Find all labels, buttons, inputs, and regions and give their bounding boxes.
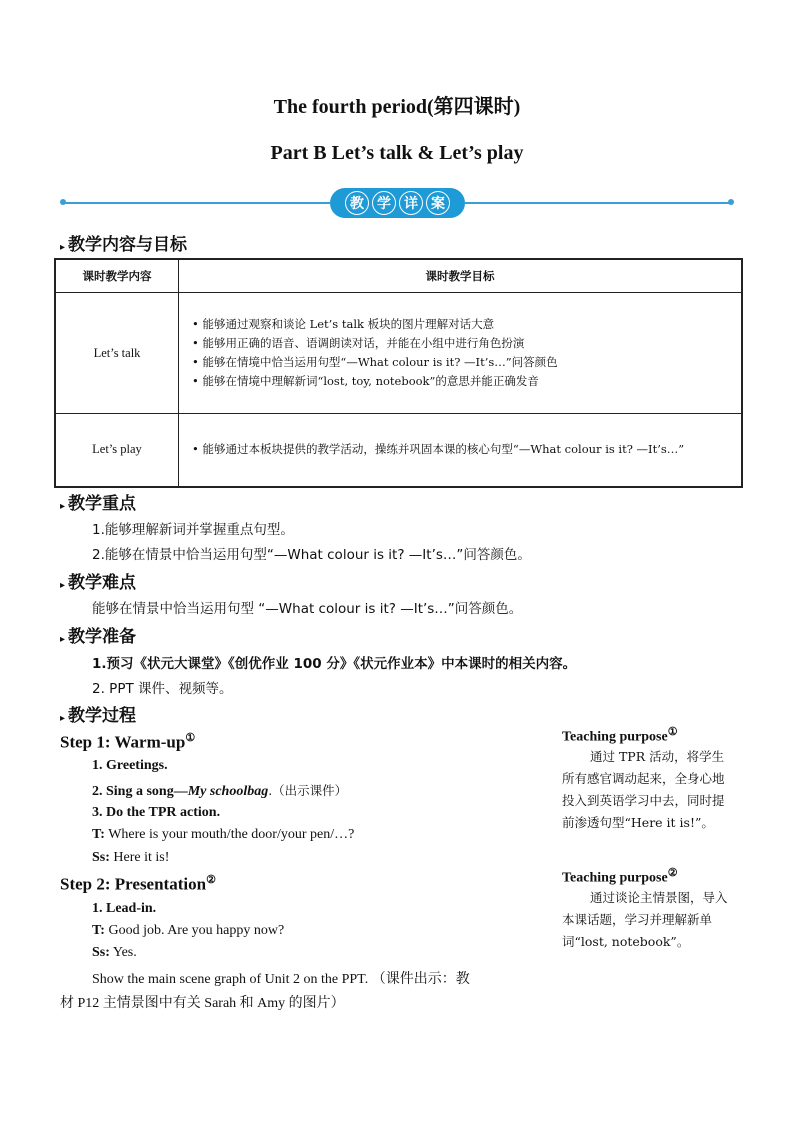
step2-title-text: Step 2: Presentation [60, 874, 207, 894]
triangle-icon: ▸ [60, 242, 66, 253]
step2-show-line1: Show the main scene graph of Unit 2 on the PPT. （课件出示：教 [92, 972, 470, 987]
preparation-1: 1.预习《状元大课堂》《创优作业 100 分》《状元作业本》中本课时的相关内容。 [92, 656, 577, 672]
step2-students-line [92, 945, 137, 961]
purpose-title-text: Teaching purpose [562, 870, 668, 886]
goal-item: • 能够通过本板块提供的教学活动，操练并巩固本课的核心句型“—What colour is it? —It’s…” [192, 442, 685, 457]
triangle-icon: ▸ [60, 501, 66, 512]
speaker-label: Ss: [92, 945, 110, 960]
content-goals-table [54, 258, 743, 488]
section-heading-process [60, 701, 136, 726]
step1-tpr: 3. Do the TPR action. [92, 805, 221, 820]
step2-teacher-line [92, 923, 284, 939]
triangle-icon: ▸ [60, 634, 66, 645]
banner-char: 案 [426, 191, 450, 215]
preparation-2: 2. PPT 课件、视频等。 [92, 681, 233, 697]
step1-students-line [92, 850, 169, 866]
section-heading-key-points [60, 489, 136, 514]
table-cell-content: Let’s play [55, 414, 179, 487]
banner-char: 教 [345, 191, 369, 215]
banner-char: 详 [399, 191, 423, 215]
dialogue-text: Good job. Are you happy now? [104, 923, 285, 938]
goal-item: • 能够用正确的语音、语调朗读对话，并能在小组中进行角色扮演 [192, 336, 525, 350]
step2-show-line2: 材 P12 主情景图中有关 Sarah 和 Amy 的图片） [60, 996, 345, 1011]
key-point-1: 1.能够理解新词并掌握重点句型。 [92, 522, 294, 538]
purpose-title-text: Teaching purpose [562, 729, 668, 745]
speaker-label: T: [92, 923, 105, 938]
dialogue-text: Here it is! [109, 850, 170, 865]
difficulty-text: 能够在情景中恰当运用句型 “—What colour is it? —It’s…”问答颜色。 [92, 601, 523, 617]
step2-leadin: 1. Lead-in. [92, 901, 157, 916]
key-point-2: 2.能够在情景中恰当运用句型“—What colour is it? —It’s…”问答颜色。 [92, 547, 531, 563]
page-subtitle: Part B Let’s talk & Let’s play [270, 142, 524, 164]
section-heading-text: 教学重点 [68, 494, 137, 514]
table-header-cell: 课时教学目标 [179, 259, 743, 293]
sing-suffix: .（出示课件） [268, 783, 348, 798]
section-heading-text: 教学过程 [68, 706, 137, 726]
speaker-label: T: [92, 827, 105, 842]
banner-line-left [62, 202, 330, 204]
section-heading-text: 教学难点 [68, 573, 137, 593]
banner-char: 学 [372, 191, 396, 215]
dialogue-text: Where is your mouth/the door/your pen/…? [104, 827, 355, 842]
goal-item: • 能够在情境中恰当运用句型“—What colour is it? —It’s…”问答颜色 [192, 355, 558, 369]
step1-title-text: Step 1: Warm-up [60, 732, 186, 752]
banner-line-right [465, 202, 730, 204]
sidebar-purpose-1-title [562, 725, 678, 746]
footnote-mark: ① [185, 732, 196, 744]
sing-prefix: 2. Sing a song— [92, 784, 188, 799]
section-heading-text: 教学准备 [68, 627, 137, 647]
goal-item: • 能够在情境中理解新词“lost, toy, notebook”的意思并能正确发音 [192, 374, 539, 388]
table-cell-goals [179, 293, 743, 414]
step1-sing [92, 781, 347, 800]
page-title: The fourth period(第四课时) [273, 96, 521, 118]
step1-title [60, 731, 195, 753]
table-cell-goals [179, 414, 743, 487]
step1-greetings: 1. Greetings. [92, 758, 168, 773]
footnote-mark: ② [206, 874, 216, 886]
sidebar-purpose-2-text: 通过谈论主情景图，导入本课话题，学习并理解新单词“lost, notebook”。 [562, 890, 728, 949]
table-header-row [55, 259, 742, 293]
goal-item: • 能够通过观察和谈论 Let’s talk 板块的图片理解对话大意 [192, 317, 495, 331]
table-cell-content: Let’s talk [55, 293, 179, 414]
section-heading-text: 教学内容与目标 [68, 235, 188, 255]
section-banner [330, 188, 465, 218]
section-heading-difficulties [60, 568, 136, 593]
table-header-cell: 课时教学内容 [55, 259, 179, 293]
step1-teacher-line [92, 827, 354, 843]
section-heading-content-goals [60, 230, 187, 255]
banner-dot-right [728, 199, 734, 205]
step2-title [60, 873, 216, 895]
footnote-mark: ① [667, 726, 678, 738]
section-heading-preparation [60, 622, 136, 647]
triangle-icon: ▸ [60, 713, 66, 724]
song-title: My schoolbag [187, 784, 269, 799]
speaker-label: Ss: [92, 850, 110, 865]
sidebar-purpose-1-text: 通过 TPR 活动，将学生所有感官调动起来，全身心地投入到英语学习中去，同时提前渗透句型“Here it is!”。 [562, 749, 725, 830]
footnote-mark: ② [667, 867, 678, 879]
dialogue-text: Yes. [109, 945, 137, 960]
sidebar-purpose-2-title [562, 866, 678, 887]
table-row [55, 293, 742, 414]
triangle-icon: ▸ [60, 580, 66, 591]
table-row [55, 414, 742, 487]
